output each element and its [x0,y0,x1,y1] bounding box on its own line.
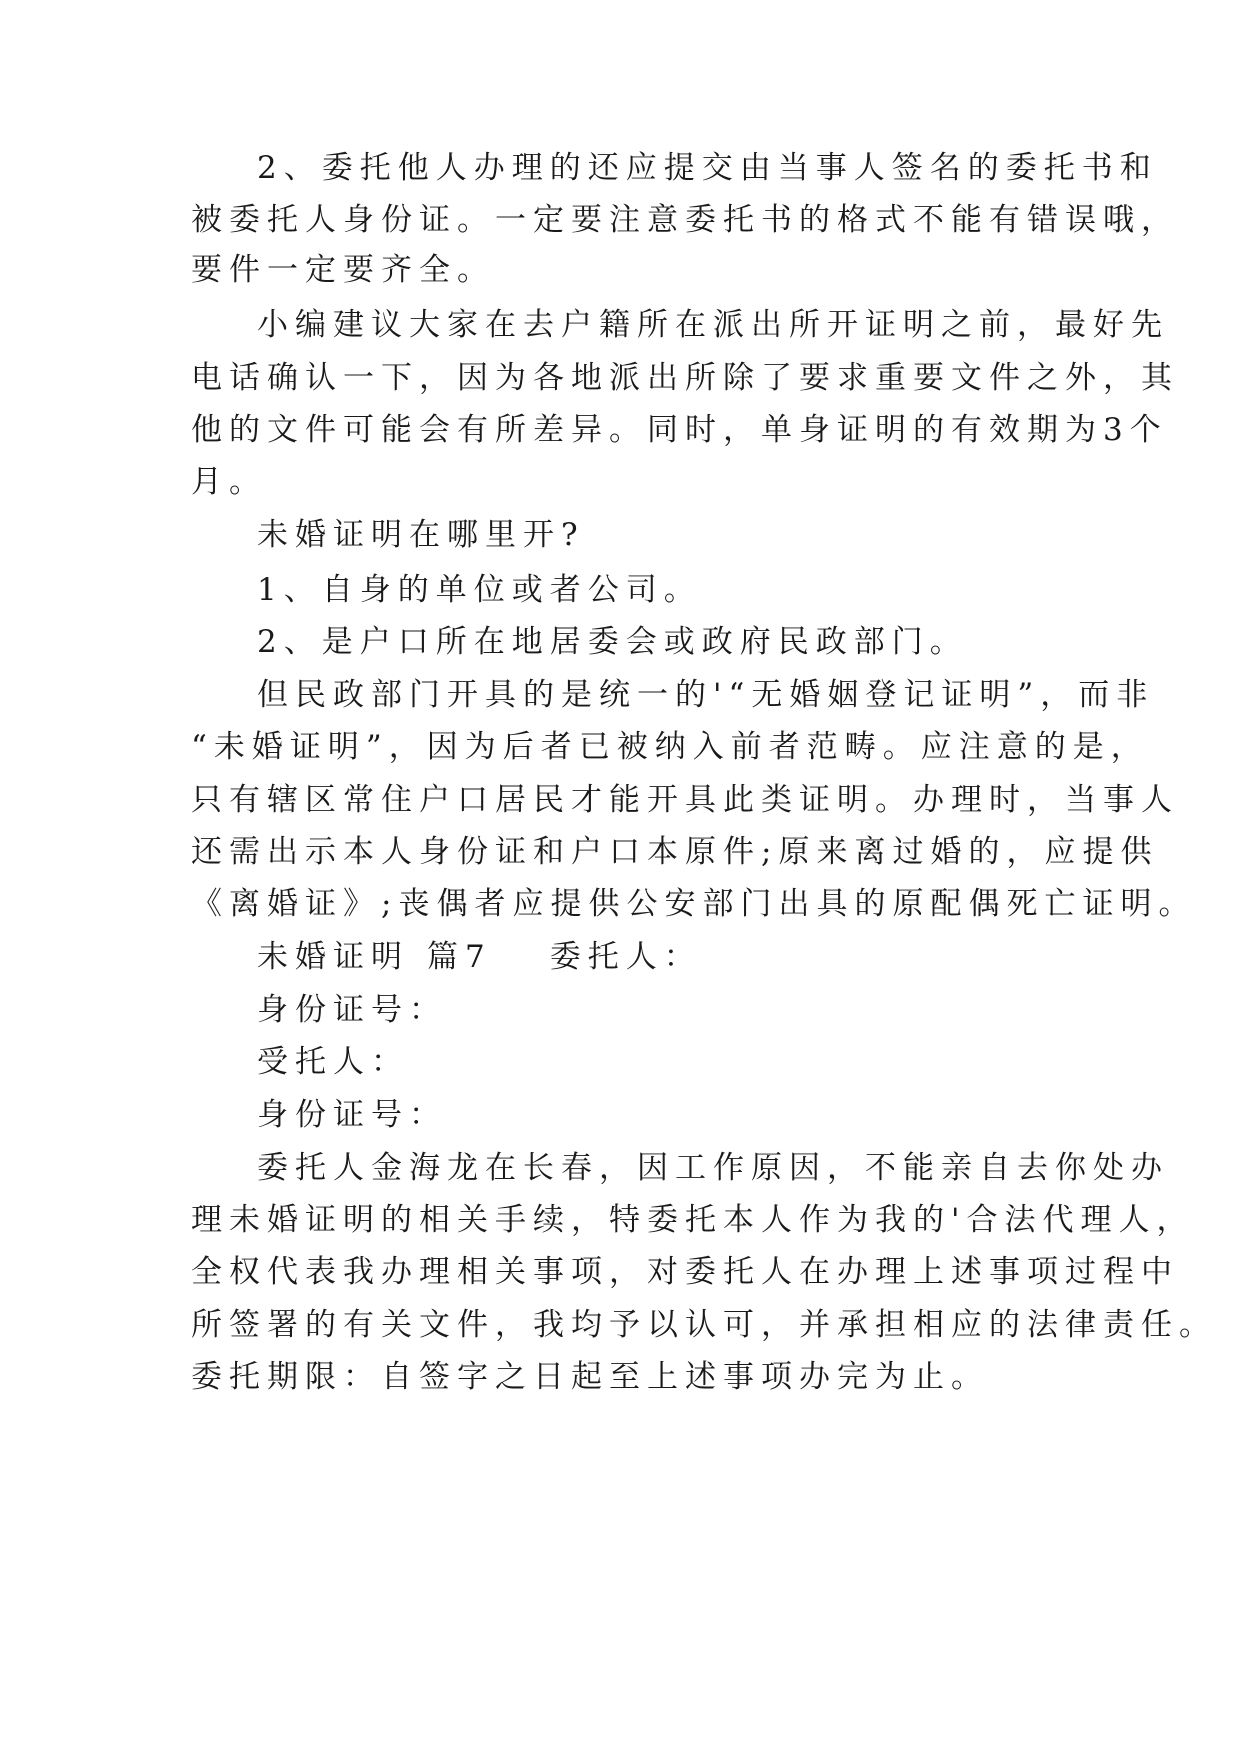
paragraph-1-line-1: 2、委托他人办理的还应提交由当事人签名的委托书和 [257,150,1158,186]
entrustor-id-label: 身份证号： [257,992,447,1028]
paragraph-3-line-1: 未婚证明在哪里开? [257,517,585,553]
paragraph-6-line-1: 但民政部门开具的是统一的'“无婚姻登记证明”，而非 [257,677,1155,713]
paragraph-4-line-1: 1、自身的单位或者公司。 [257,572,702,608]
trustee-id-label: 身份证号： [257,1097,447,1133]
paragraph-2-line-2: 电话确认一下，因为各地派出所除了要求重要文件之外，其 [191,360,1179,396]
paragraph-1-line-3: 要件一定要齐全。 [191,252,495,288]
paragraph-6-line-5: 《离婚证》;丧偶者应提供公安部门出具的原配偶死亡证明。 [191,886,1197,922]
paragraph-final-line-5: 委托期限：自签字之日起至上述事项办完为止。 [191,1359,989,1395]
paragraph-2-line-4: 月。 [191,464,267,500]
paragraph-6-line-4: 还需出示本人身份证和户口本原件;原来离过婚的，应提供 [191,834,1159,870]
section-title: 未婚证明 [257,939,409,975]
paragraph-final-line-1: 委托人金海龙在长春，因工作原因，不能亲自去你处办 [257,1150,1169,1186]
paragraph-2-line-3: 他的文件可能会有所差异。同时，单身证明的有效期为3个 [191,412,1168,448]
paragraph-2-line-1: 小编建议大家在去户籍所在派出所开证明之前，最好先 [257,307,1169,343]
paragraph-final-line-4: 所签署的有关文件，我均予以认可，并承担相应的法律责任。 [191,1307,1217,1343]
trustee-label: 受托人： [257,1044,409,1080]
paragraph-6-line-2: “未婚证明”，因为后者已被纳入前者范畴。应注意的是， [191,729,1149,765]
entrustor-label: 委托人： [549,939,702,975]
paragraph-1-line-2: 被委托人身份证。一定要注意委托书的格式不能有错误哦， [191,202,1179,238]
paragraph-final-line-2: 理未婚证明的相关手续，特委托本人作为我的'合法代理人， [191,1202,1195,1238]
section-number: 篇7 [427,939,492,975]
paragraph-5-line-1: 2、是户口所在地居委会或政府民政部门。 [257,624,968,660]
paragraph-final-line-3: 全权代表我办理相关事项，对委托人在办理上述事项过程中 [191,1254,1179,1290]
section-heading [257,937,702,977]
paragraph-6-line-3: 只有辖区常住户口居民才能开具此类证明。办理时，当事人 [191,782,1179,818]
